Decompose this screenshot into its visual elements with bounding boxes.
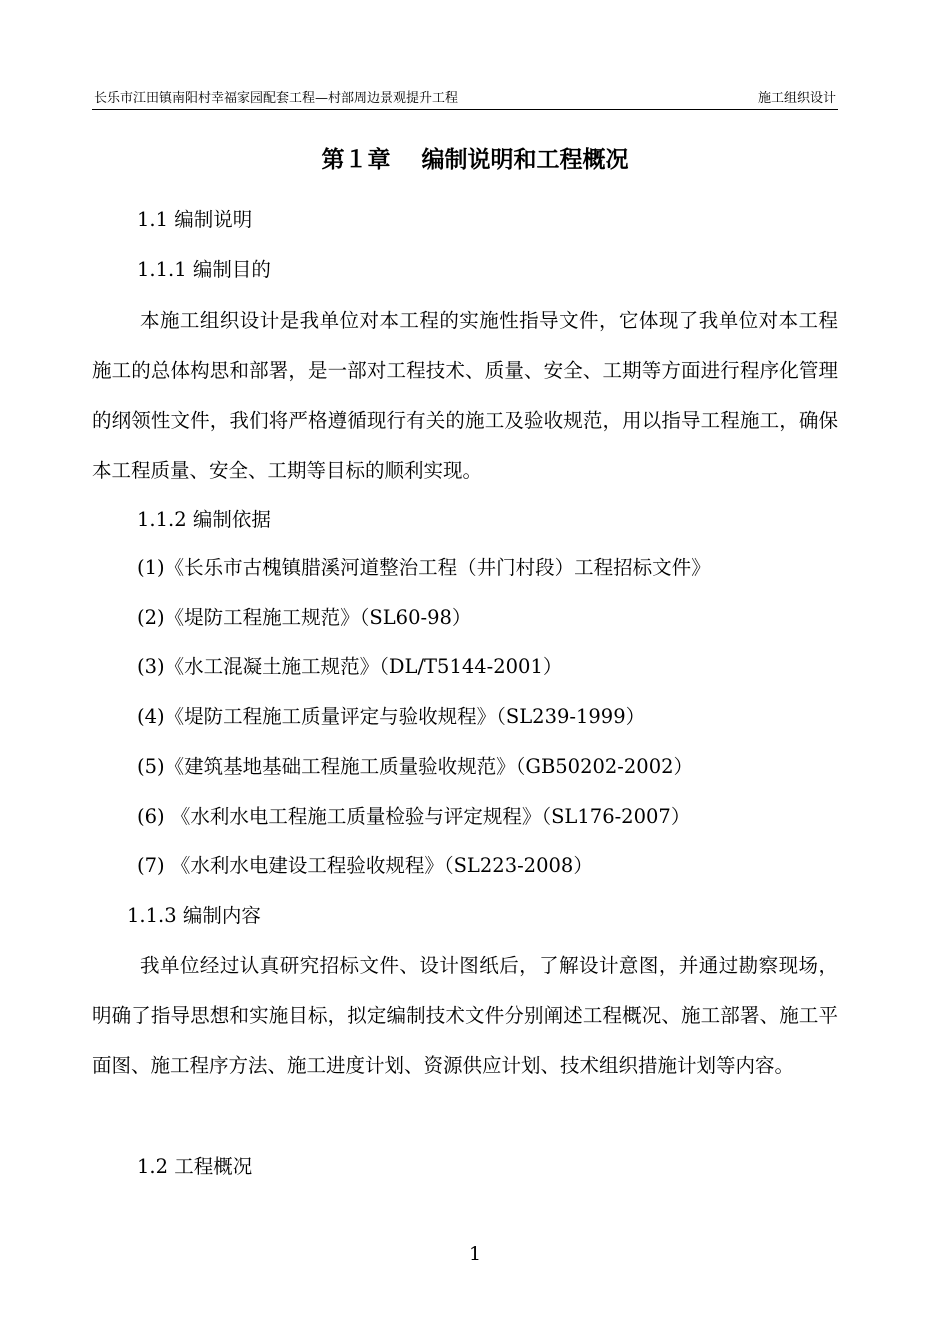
basis-item: (3)《水工混凝土施工规范》（DL/T5144-2001） xyxy=(137,655,563,678)
basis-item: (1)《长乐市古槐镇腊溪河道整治工程（井门村段）工程招标文件》 xyxy=(137,556,711,579)
header-project-title: 长乐市江田镇南阳村幸福家园配套工程—村部周边景观提升工程 xyxy=(94,91,459,106)
purpose-paragraph: 本施工组织设计是我单位对本工程的实施性指导文件，它体现了我单位对本工程施工的总体构思和部署，是一部对工程技术、质量、安全、工期等方面进行程序化管理的纲领性文件，我们将严格遵循现行有关的施工及验收规范，用以指导工程施工，确保本工程质量、安全、工期等目标的顺利实现。 xyxy=(92,309,838,482)
page-number: 1 xyxy=(468,1243,482,1265)
basis-item: (5)《建筑基地基础工程施工质量验收规范》（GB50202-2002） xyxy=(137,755,694,778)
section-heading-1-1-3: 1.1.3 编制内容 xyxy=(127,904,261,927)
basis-item: (2)《堤防工程施工规范》（SL60-98） xyxy=(137,606,472,629)
page-header xyxy=(92,89,838,110)
chapter-title: 第１章 编制说明和工程概况 xyxy=(321,147,629,173)
section-heading-1-2: 1.2 工程概况 xyxy=(137,1155,253,1178)
section-heading-1-1-2: 1.1.2 编制依据 xyxy=(137,508,271,531)
header-doc-type: 施工组织设计 xyxy=(757,91,836,106)
section-heading-1-1: 1.1 编制说明 xyxy=(137,208,253,231)
section-heading-1-1-1: 1.1.1 编制目的 xyxy=(137,258,271,281)
basis-item: (4)《堤防工程施工质量评定与验收规程》（SL239-1999） xyxy=(137,705,646,728)
basis-item: (6) 《水利水电工程施工质量检验与评定规程》（SL176-2007） xyxy=(137,805,691,828)
basis-item: (7) 《水利水电建设工程验收规程》（SL223-2008） xyxy=(137,854,593,877)
content-paragraph: 我单位经过认真研究招标文件、设计图纸后，了解设计意图，并通过勘察现场，明确了指导思想和实施目标，拟定编制技术文件分别阐述工程概况、施工部署、施工平面图、施工程序方法、施工进度计划、资源供应计划、技术组织措施计划等内容。 xyxy=(92,954,838,1077)
